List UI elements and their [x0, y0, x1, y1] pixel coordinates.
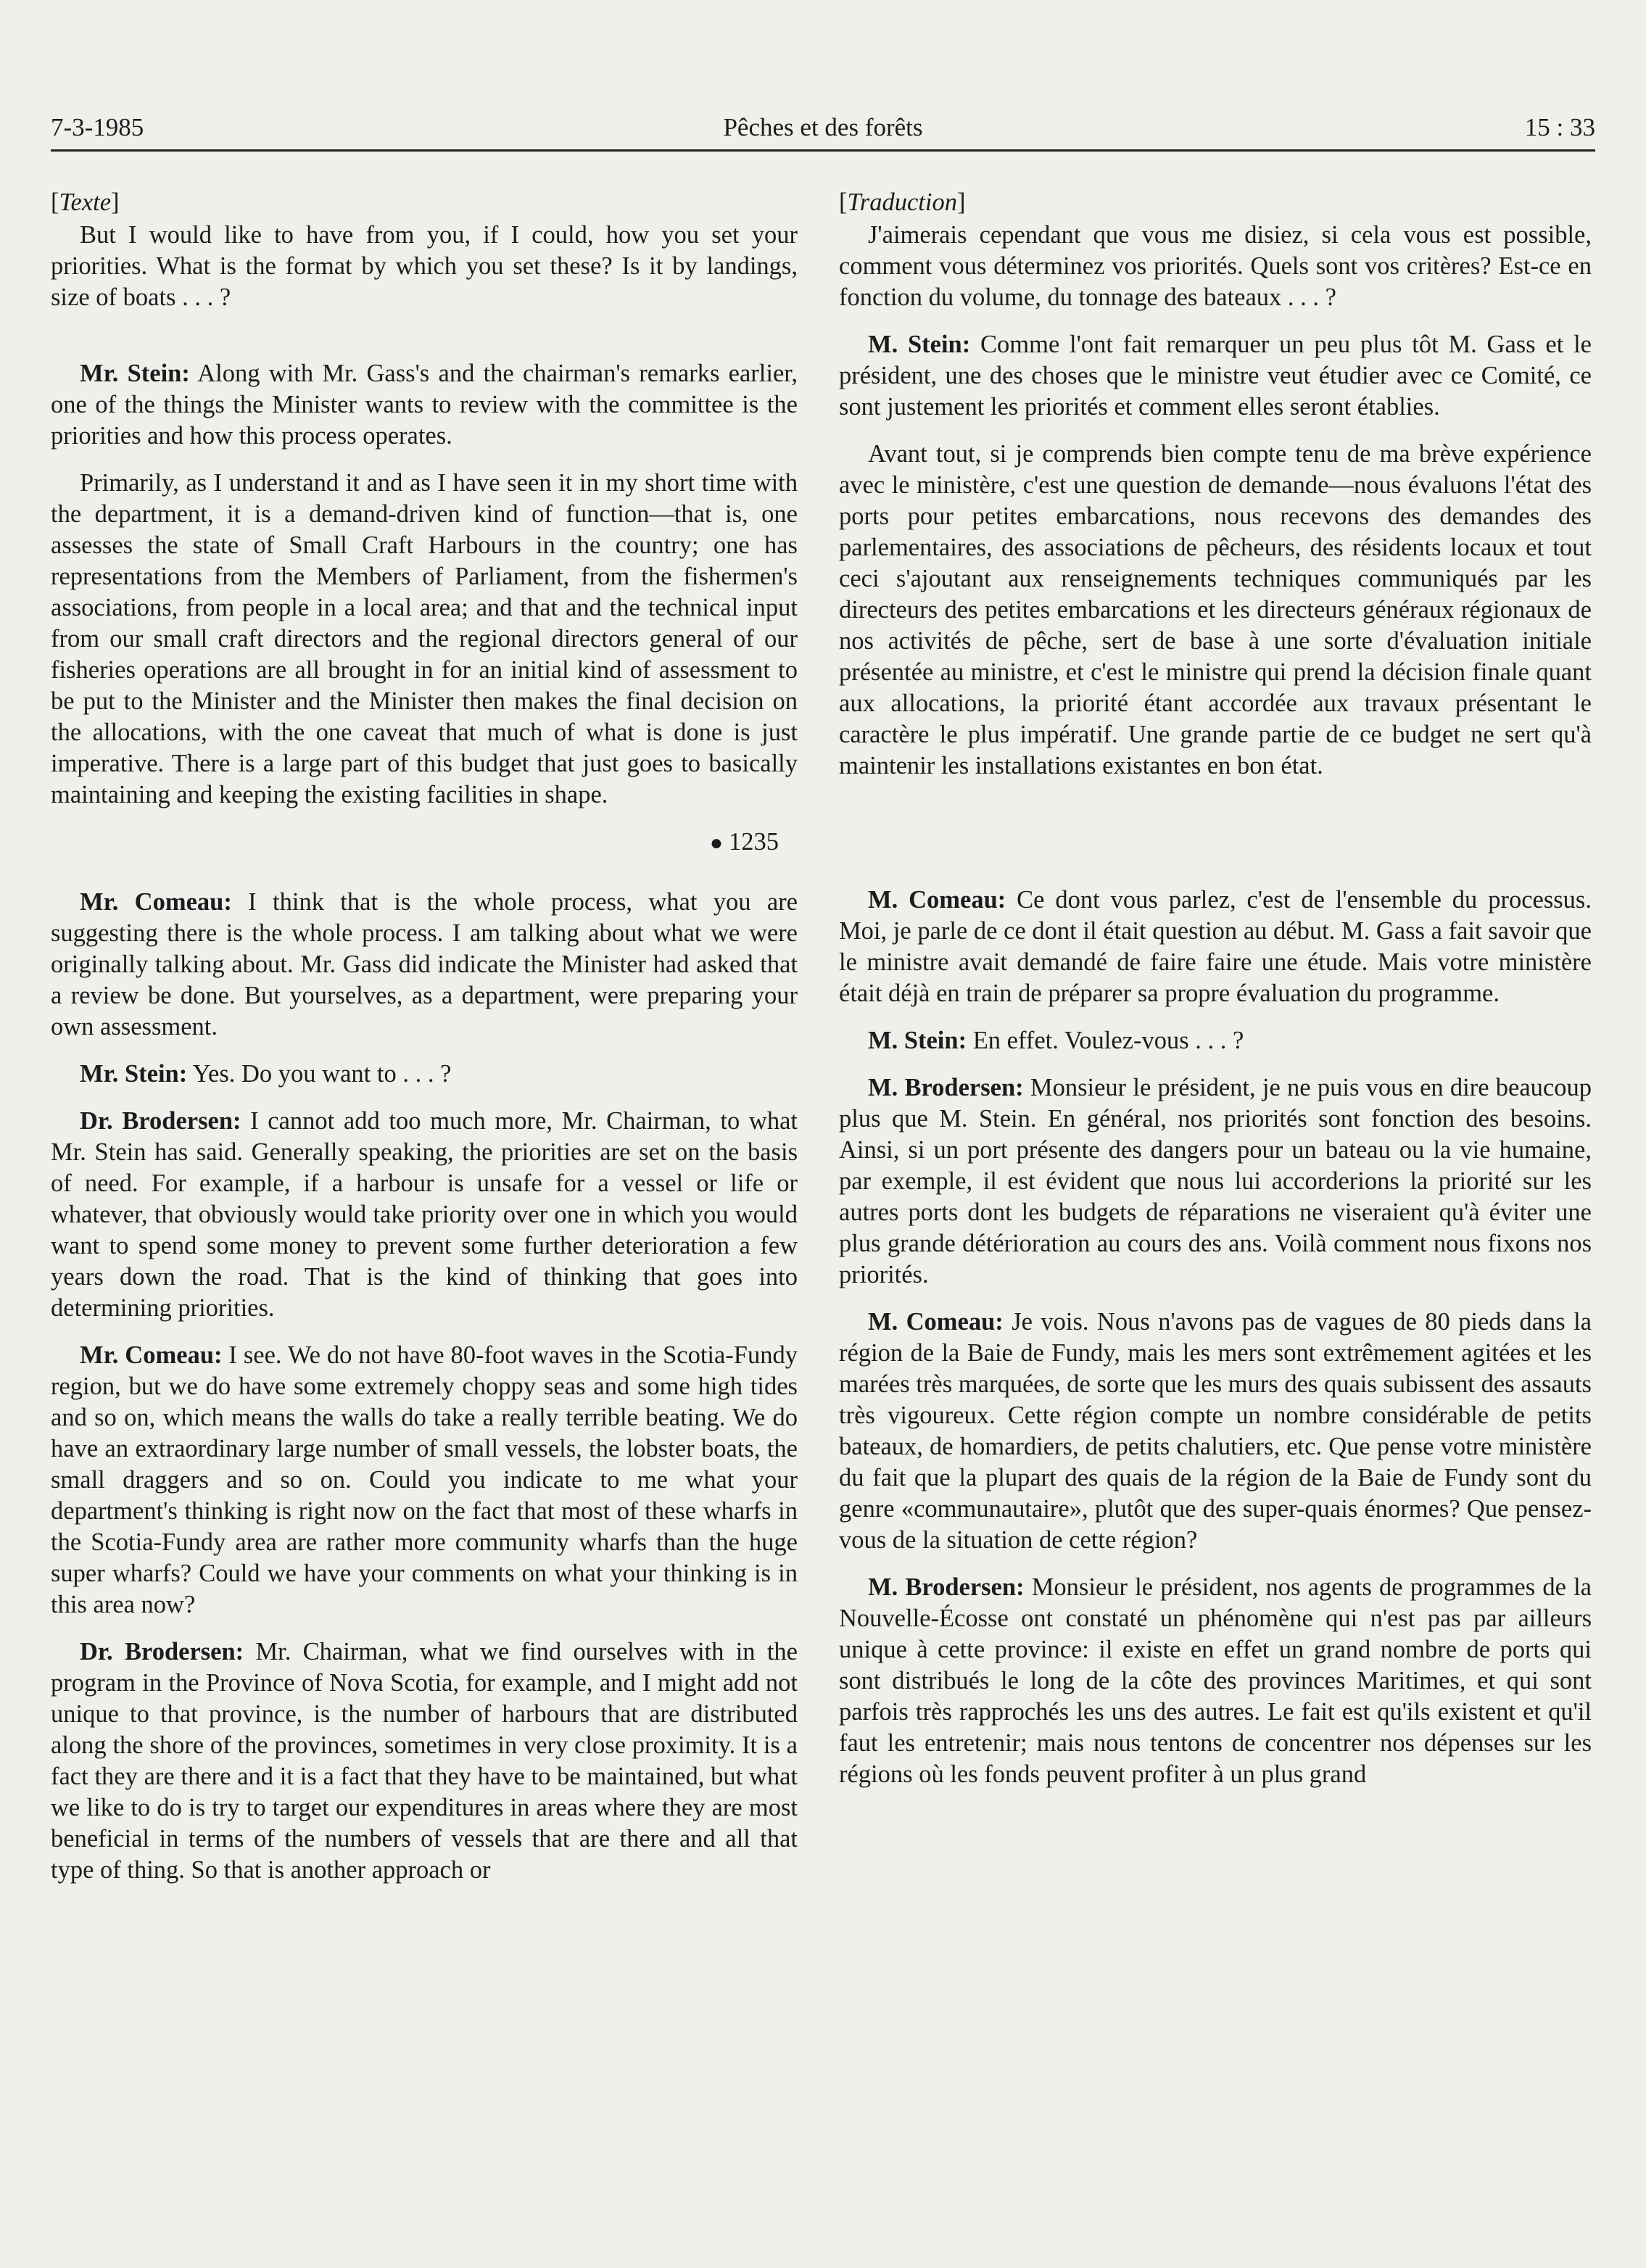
header-page-number: 15 : 33 — [1524, 113, 1595, 141]
paragraph: J'aimerais cependant que vous me disiez, si cela vous est possible, comment vous déterminez vos priorités. Quels sont vos critères? Est-ce en fonction du volume, du tonnage des bateaux . . . ? — [839, 221, 1592, 311]
paragraph: Avant tout, si je comprends bien compte tenu de ma brève expérience avec le ministère, c'est une question de demande—nous évaluons l'état des ports pour petites embarcations, nous recevons des demandes des parlementaires, des associations de pêcheurs, des résidents locaux et tout ceci s'ajoutant aux renseignements techniques communiqués par les directeurs des petites embarcations et les directeurs généraux régionaux de nos activités de pêche, sert de base à une sorte d'évaluation initiale présentée au ministre, et c'est le ministre qui prend la décision finale quant aux allocations, la priorité étant accordée aux travaux présentant le caractère le plus impératif. Une grande partie de ce budget ne sert qu'à maintenir les installations existantes en bon état. — [839, 440, 1592, 779]
english-column — [51, 187, 798, 1902]
speaker-name: M. Brodersen: — [868, 1573, 1025, 1601]
speech-text: Ce dont vous parlez, c'est de l'ensemble du processus. Moi, je parle de ce dont il était question au début. M. Gass a fait savoir que le ministre avait demandé de faire faire une étude. Mais votre ministère était déjà en train de préparer sa propre évaluation du programme. — [839, 886, 1592, 1007]
paragraph — [51, 1059, 798, 1090]
speech-text: I think that is the whole process, what you are suggesting there is the whole process. I am talking about what we were originally talking about. Mr. Gass did indicate the Minister had asked that a review be done. But yourselves, as a department, were preparing your own assessment. — [51, 888, 798, 1040]
paragraph — [839, 329, 1592, 423]
paragraph — [839, 1572, 1592, 1790]
speaker-name: M. Comeau: — [868, 886, 1006, 914]
speech-text: Yes. Do you want to . . . ? — [187, 1060, 452, 1088]
french-column — [839, 187, 1592, 1806]
speech-text: Monsieur le président, nos agents de programmes de la Nouvelle-Écosse ont constaté un phénomène qui n'est pas par ailleurs unique à cette province: il existe en effet un grand nombre de ports qui sont distribués le long de la côte des provinces Maritimes, et qui sont parfois très rapprochés les uns des autres. Le fait est qu'ils existent et qu'il faut les entretenir; mais nous tentons de concentrer nos dépenses sur les régions où les fonds peuvent profiter à un plus grand — [839, 1573, 1592, 1788]
language-tag-text: Texte — [59, 189, 112, 216]
speech-text: En effet. Voulez-vous . . . ? — [967, 1027, 1244, 1054]
speaker-name: Mr. Stein: — [80, 1060, 188, 1088]
speech-text: Mr. Chairman, what we find ourselves with in the program in the Province of Nova Scotia, for example, and I might add not unique to that province, is the number of harbours that are distributed along the shore of the provinces, sometimes in very close proximity. It is a fact they are there and it is a fact that they have to be maintained, but what we like to do is try to target our expenditures in areas where they are most beneficial in terms of the numbers of vessels that are there and all that type of thing. So that is another approach or — [51, 1638, 798, 1884]
paragraph: Primarily, as I understand it and as I have seen it in my short time with the department, it is a demand-driven kind of function—that is, one assesses the state of Small Craft Harbours in the country; one has representations from the Members of Parliament, from the fishermen's associations, from people in a local area; and that and the technical input from our small craft directors and the regional directors general of our fisheries operations are all brought in for an initial kind of assessment to be put to the Minister and the Minister then makes the final decision on the allocations, with the one caveat that much of what is done is just imperative. There is a large part of this budget that just goes to basically maintaining and keeping the existing facilities in shape. — [51, 469, 798, 808]
speaker-name: Mr. Comeau: — [80, 1341, 223, 1369]
language-tag: [Texte] — [51, 189, 120, 216]
speaker-name: Mr. Stein: — [80, 360, 190, 387]
paragraph — [51, 1636, 798, 1886]
paragraph — [51, 358, 798, 452]
speaker-name: Mr. Comeau: — [80, 888, 232, 916]
paragraph — [839, 1307, 1592, 1556]
bullet-icon: ● — [709, 831, 723, 855]
page-header — [51, 109, 1595, 152]
speech-text: Along with Mr. Gass's and the chairman's remarks earlier, one of the things the Minister wants to review with the committee is the priorities and how this process operates. — [51, 360, 798, 450]
language-tag-text: Traduction — [847, 189, 957, 216]
spacer — [839, 798, 1592, 885]
speaker-name: Dr. Brodersen: — [80, 1107, 241, 1135]
speaker-name: M. Brodersen: — [868, 1074, 1024, 1101]
paragraph — [839, 1072, 1592, 1291]
speech-text: I cannot add too much more, Mr. Chairman, to what Mr. Stein has said. Generally speaking, the priorities are set on the basis of need. For example, if a harbour is unsafe for a vessel or life or whatever, that obviously would take priority over one in which you would want to spend some money to prevent some further deterioration a few years down the road. That is the kind of thinking that goes into determining priorities. — [51, 1107, 798, 1322]
speaker-name: M. Stein: — [868, 331, 971, 358]
paragraph — [51, 1106, 798, 1324]
header-date: 7-3-1985 — [51, 113, 144, 141]
paragraph — [839, 885, 1592, 1009]
time-marker-text: 1235 — [729, 828, 779, 856]
paragraph — [51, 887, 798, 1043]
speaker-name: M. Stein: — [868, 1027, 967, 1054]
speech-text: Comme l'ont fait remarquer un peu plus tôt M. Gass et le président, une des choses que le ministre veut étudier avec ce Comité, ce sont justement les priorités et comment elles seront établies. — [839, 331, 1592, 421]
time-marker — [51, 827, 798, 858]
language-tag: [Traduction] — [839, 189, 966, 216]
paragraph: But I would like to have from you, if I could, how you set your priorities. What is the format by which you set these? Is it by landings, size of boats . . . ? — [51, 221, 798, 311]
spacer — [51, 858, 798, 887]
speaker-name: M. Comeau: — [868, 1308, 1004, 1336]
speech-text: I see. We do not have 80-foot waves in the Scotia-Fundy region, but we do have some extremely choppy seas and some high tides and so on, which means the walls do take a really terrible beating. We do have an extraordinary large number of small vessels, the lobster boats, the small draggers and so on. Could you indicate to me what your department's thinking is right now on the fact that most of these wharfs in the Scotia-Fundy area are rather more community wharfs than the huge super wharfs? Could we have your comments on what your thinking is in this area now? — [51, 1341, 798, 1618]
speech-text: Monsieur le président, je ne puis vous en dire beaucoup plus que M. Stein. En général, nos priorités sont fonction des besoins. Ainsi, si un port présente des dangers pour un bateau ou la vie humaine, par exemple, il est évident que nous lui accorderions la priorité sur les autres ports dont les budgets de réparations ne viseraient qu'à éviter une plus grande détérioration au cours des ans. Voilà comment nous fixons nos priorités. — [839, 1074, 1592, 1288]
paragraph — [839, 1025, 1592, 1056]
speaker-name: Dr. Brodersen: — [80, 1638, 244, 1665]
spacer — [51, 329, 798, 358]
speech-text: Je vois. Nous n'avons pas de vagues de 80 pieds dans la région de la Baie de Fundy, mais les mers sont extrêmement agitées et les marées très marquées, de sorte que les murs des quais subissent des assauts très vigoureux. Cette région compte un nombre considérable de petits bateaux, de homardiers, de petits chalutiers, etc. Que pense votre ministère du fait que la plupart des quais de la région de la Baie de Fundy sont du genre «communautaire», plutôt que des super-quais énormes? Que pensez-vous de la situation de cette région? — [839, 1308, 1592, 1554]
paragraph — [51, 1340, 798, 1621]
header-title: Pêches et des forêts — [723, 113, 923, 141]
